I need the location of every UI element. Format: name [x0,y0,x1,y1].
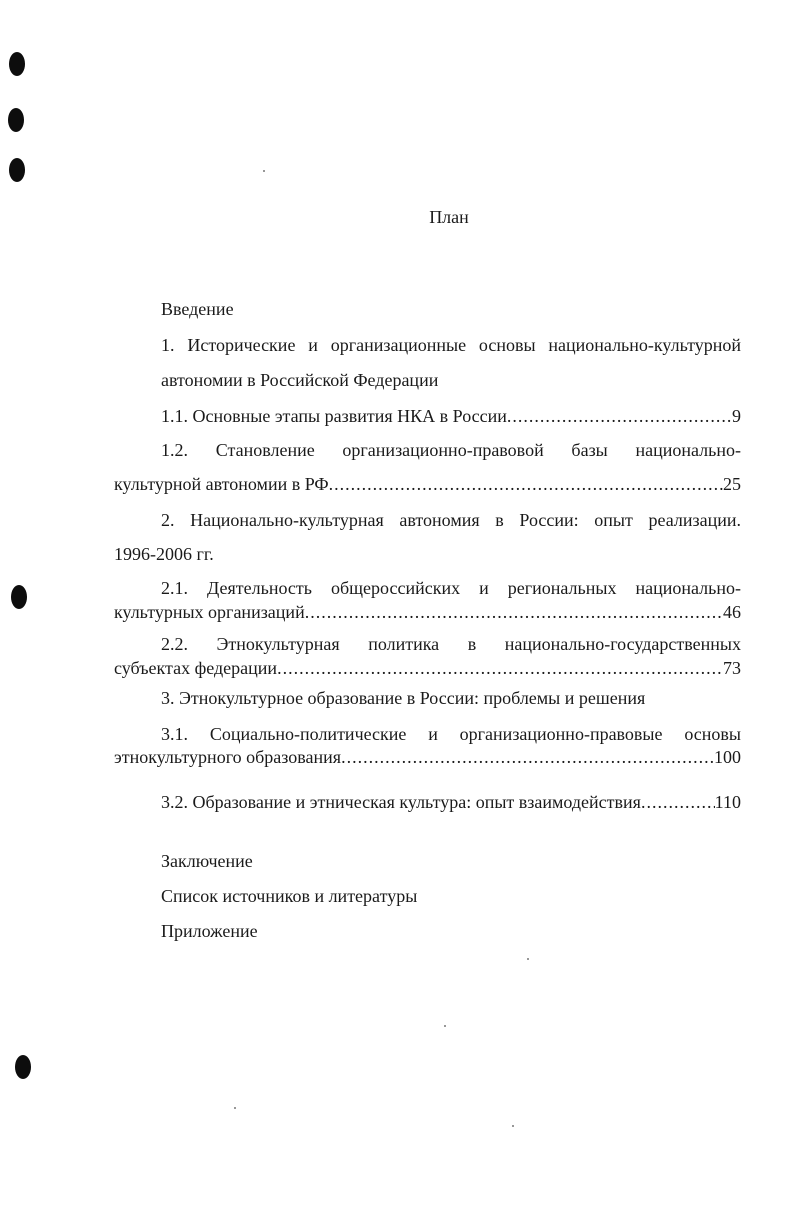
toc-item-3-1 [114,746,741,768]
toc-item-3-1-line1: 3.1. Социально-политические и организационно-правовые основы [161,724,741,744]
toc-item-2-2 [114,657,741,679]
toc-page-number: 100 [714,747,741,767]
toc-item-1-2-line1: 1.2. Становление организационно-правовой базы национально- [161,440,741,460]
leader-dots [329,473,723,495]
toc-page-number: 9 [732,406,741,426]
scan-speck [527,958,529,960]
leader-dots [507,405,732,427]
scan-speck [512,1125,514,1127]
toc-section-2-heading-cont: 1996-2006 гг. [114,544,214,564]
binder-hole [15,1055,31,1079]
toc-item-2-2-line1: 2.2. Этнокультурная политика в национально-государственных [161,634,741,654]
toc-section-3-heading: 3. Этнокультурное образование в России: проблемы и решения [161,688,646,708]
toc-item-text: 1.1. Основные этапы развития НКА в России [161,406,507,426]
toc-item-2-1-line1: 2.1. Деятельность общероссийских и региональных национально- [161,578,741,598]
toc-section-1-heading-cont: автономии в Российской Федерации [161,370,439,390]
leader-dots [277,657,723,679]
toc-sources: Список источников и литературы [161,886,418,906]
binder-hole [11,585,27,609]
toc-page-number: 110 [714,792,741,812]
toc-item-text: этнокультурного образования [114,747,342,767]
toc-page-number: 73 [723,658,741,678]
leader-dots [305,601,723,623]
page-title: План [429,207,469,227]
toc-item-2-1 [114,601,741,623]
toc-appendix: Приложение [161,921,258,941]
toc-conclusion: Заключение [161,851,253,871]
toc-item-3-2 [161,791,741,813]
scan-speck [263,170,265,172]
toc-section-2-heading: 2. Национально-культурная автономия в России: опыт реализации. [161,510,741,530]
toc-item-1-1 [161,405,741,427]
toc-page-number: 25 [723,474,741,494]
toc-item-text: культурной автономии в РФ [114,474,329,494]
binder-hole [8,108,24,132]
toc-item-text: культурных организаций [114,602,305,622]
toc-item-text: субъектах федерации [114,658,278,678]
scan-speck [444,1025,446,1027]
toc-item-text: 3.2. Образование и этническая культура: опыт взаимодействия [161,792,641,812]
leader-dots [341,746,714,768]
toc-item-1-2 [114,473,741,495]
scan-speck [234,1107,236,1109]
binder-hole [9,52,25,76]
toc-section-1-heading: 1. Исторические и организационные основы национально-культурной [161,335,741,355]
toc-page-number: 46 [723,602,741,622]
leader-dots [641,791,715,813]
binder-hole [9,158,25,182]
toc-intro: Введение [161,299,234,319]
